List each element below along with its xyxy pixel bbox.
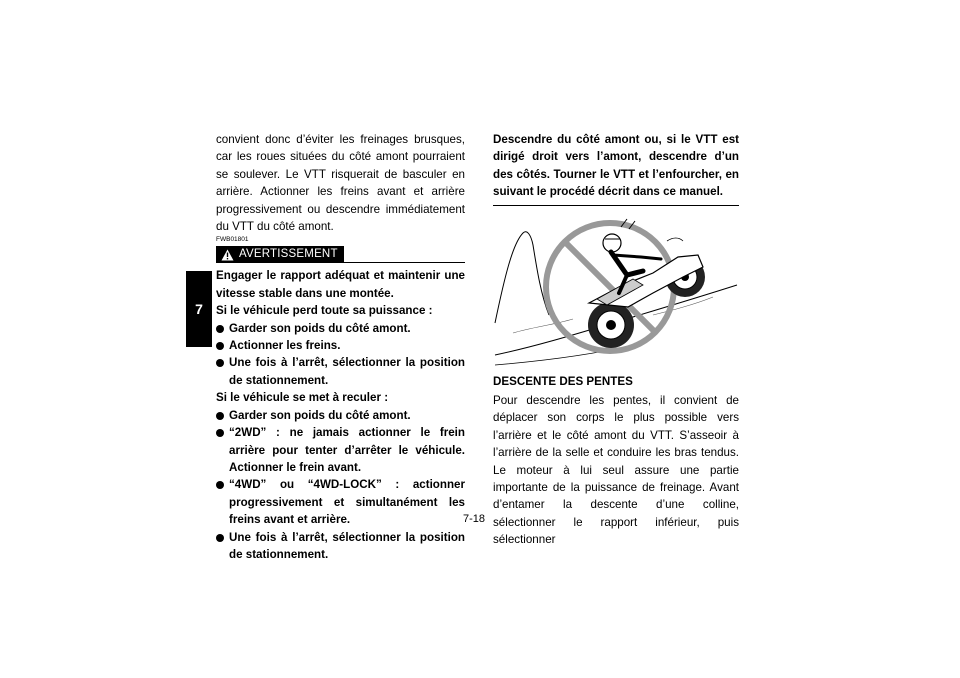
reverse-list <box>216 407 465 564</box>
bullet-icon <box>216 429 224 437</box>
list-item-text: Garder son poids du côté amont. <box>229 408 411 422</box>
bullet-icon <box>216 412 224 420</box>
page-number: 7-18 <box>463 513 486 525</box>
list-item-text: “4WD” ou “4WD-LOCK” : actionner progressivement et simultanément les freins avant et arrière. <box>229 478 465 527</box>
warning-triangle-icon <box>221 249 234 261</box>
power-loss-list <box>216 320 465 390</box>
list-item <box>216 424 465 476</box>
bullet-icon <box>216 359 224 367</box>
list-item-text: Une fois à l’arrêt, sélectionner la position de stationnement. <box>229 530 465 561</box>
chapter-tab <box>186 271 212 347</box>
intro-paragraph: convient donc d’éviter les freinages brusques, car les roues situées du côté amont pourraient se soulever. Le VTT risquerait de basculer en arrière. Actionner les freins avant et arrière progressivement ou descendre immédiatement du VTT du côté amont. <box>216 133 465 234</box>
list-item-text: Une fois à l’arrêt, sélectionner la position de stationnement. <box>229 356 465 387</box>
list-item <box>216 320 465 337</box>
section-divider <box>493 205 739 206</box>
bullet-icon <box>216 481 224 489</box>
list-item <box>216 337 465 354</box>
section-title: DESCENTE DES PENTES <box>493 375 633 388</box>
bullet-icon <box>216 534 224 542</box>
atv-hill-prohibited-illustration <box>493 215 739 370</box>
power-loss-heading: Si le véhicule perd toute sa puissance : <box>216 304 433 318</box>
warning-label: AVERTISSEMENT <box>239 248 338 261</box>
warning-code: FWB01801 <box>216 236 249 244</box>
chapter-number: 7 <box>195 301 203 317</box>
right-column <box>493 131 739 206</box>
left-column <box>216 131 465 563</box>
list-item <box>216 529 465 564</box>
bold-instruction: Descendre du côté amont ou, si le VTT est dirigé droit vers l’amont, descendre d’un des côtés. Tourner le VTT et l’enfourcher, en suivant le procédé décrit dans ce manuel. <box>493 133 739 199</box>
reverse-heading: Si le véhicule se met à reculer : <box>216 391 389 405</box>
list-item-text: Garder son poids du côté amont. <box>229 321 411 335</box>
warning-divider <box>344 262 465 263</box>
warning-body <box>216 267 465 563</box>
list-item <box>216 476 465 528</box>
warning-badge <box>216 246 344 263</box>
bullet-icon <box>216 325 224 333</box>
list-item-text: “2WD” : ne jamais actionner le frein arrière pour tenter d’arrêter le véhicule. Actionner le frein avant. <box>229 426 465 474</box>
list-item <box>216 407 465 424</box>
warning-lead: Engager le rapport adéquat et maintenir une vitesse stable dans une montée. <box>216 269 465 300</box>
warning-header <box>216 246 465 263</box>
section-body: Pour descendre les pentes, il convient de déplacer son corps le plus possible vers l’arrière et le côté amont du VTT. S’asseoir à l’arrière de la selle et conduire les bras tendus. Le moteur à lui seul assure une partie importante de la puissance de freinage. Avant d’entamer la descente d’une colline, sélectionner le rapport inférieur, puis sélectionner <box>493 394 739 547</box>
list-item <box>216 354 465 389</box>
list-item-text: Actionner les freins. <box>229 339 341 353</box>
bullet-icon <box>216 342 224 350</box>
